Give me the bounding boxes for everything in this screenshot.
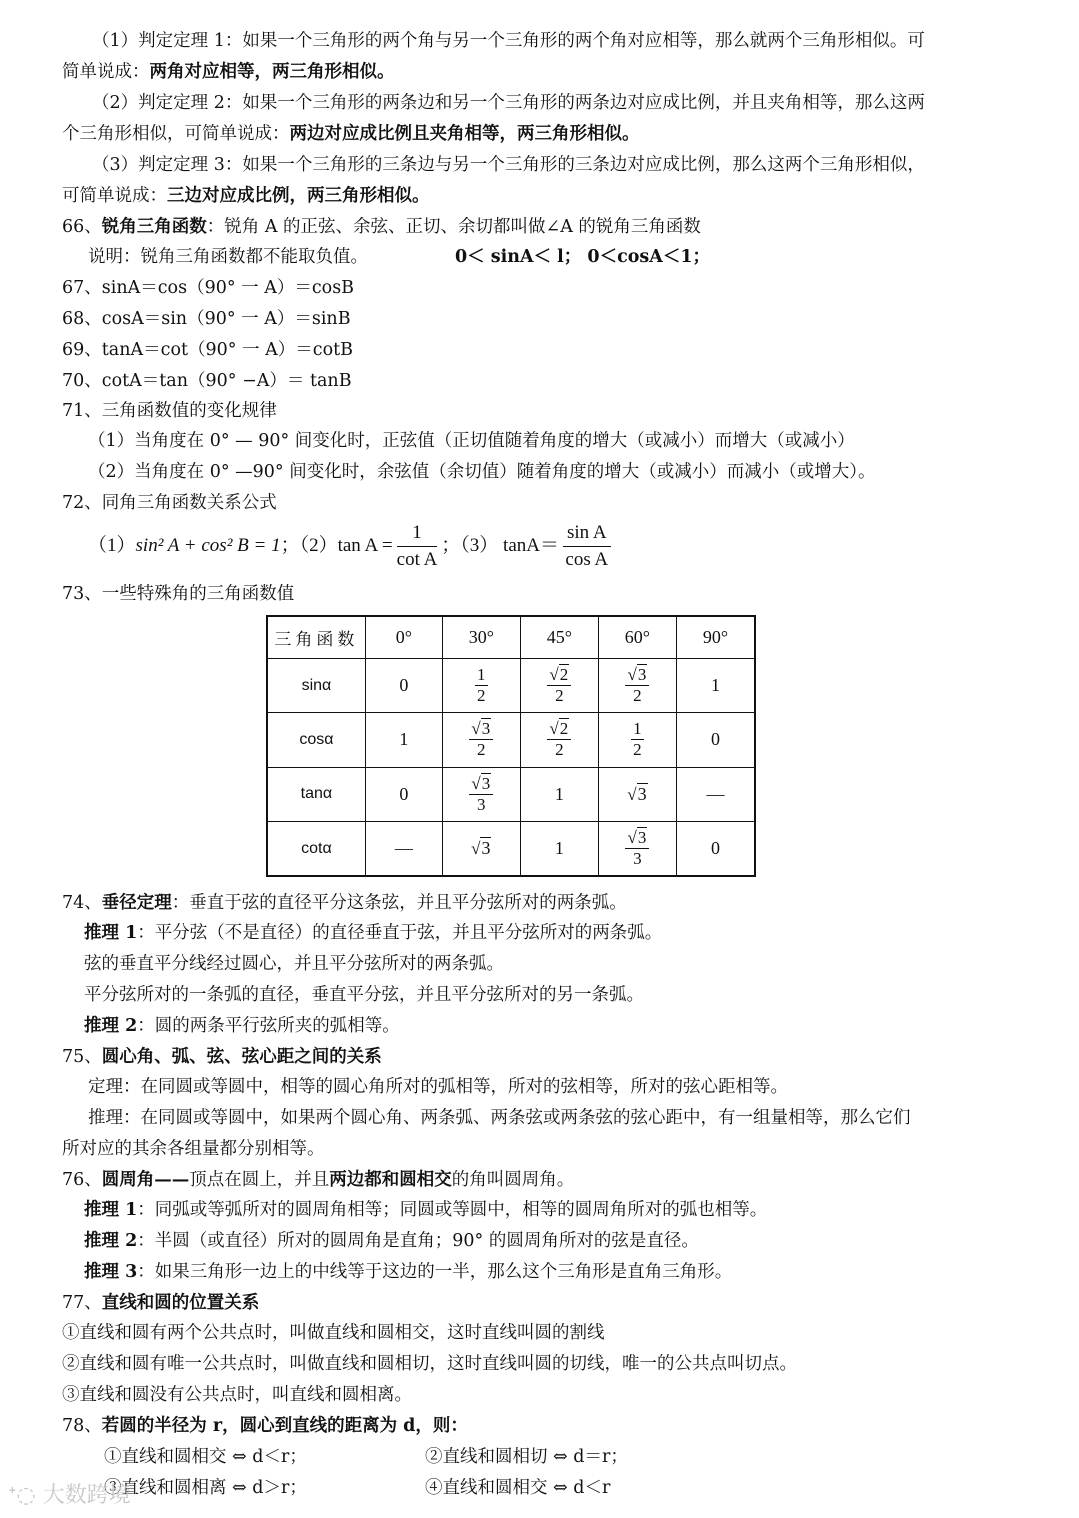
table-value-cell: 1 <box>520 767 598 821</box>
table-value-cell: — <box>676 767 755 821</box>
item-66-range: 0＜ sinA＜ l； 0＜cosA＜1； <box>455 247 711 267</box>
item-77: 77、直线和圆的位置关系 <box>62 1293 260 1313</box>
table-value-cell: 1 <box>520 822 598 876</box>
table-row <box>267 713 755 767</box>
item-71-rule-1: （1）当角度在 0° — 90° 间变化时，正弦值（正切值随着角度的增大（或减小）而增大（或减小） <box>88 431 855 451</box>
item-76-corollary-3: 推理 3：如果三角形一边上的中线等于这边的一半，那么这个三角形是直角三角形。 <box>84 1262 733 1282</box>
item-78-case-3: ③直线和圆相离 ⇔ d＞r； <box>104 1478 307 1498</box>
table-value-cell: $\frac{√3}{3}$ <box>598 822 676 876</box>
table-value-cell: $\frac{1}{2}$ <box>442 658 520 712</box>
formula-line: （1）sin² A + cos² B = 1；（2）tan A = $\frac{1}{\text{cot A}}$ ；（3） tanA＝ $\frac{\text{sin A}}{\text{cos A}}$ <box>88 520 615 576</box>
item-66: 66、锐角三角函数：锐角 A 的正弦、余弦、正切、余切都叫做∠A 的锐角三角函数 <box>62 217 701 237</box>
item-73: 73、一些特殊角的三角函数值 <box>62 584 295 604</box>
table-header-angle: 90° <box>676 616 755 658</box>
table-value-cell: 1 <box>365 713 442 767</box>
table-header-function: 三角函数 <box>267 616 365 658</box>
item-77-case-3: ③直线和圆没有公共点时，叫直线和圆相离。 <box>62 1385 412 1405</box>
table-value-cell: √3 <box>442 822 520 876</box>
table-row <box>267 767 755 821</box>
table-value-cell: $\frac{√2}{2}$ <box>520 713 598 767</box>
item-66-note: 说明：锐角三角函数都不能取负值。 <box>88 247 368 267</box>
item-76-corollary-2: 推理 2：半圆（或直径）所对的圆周角是直角；90° 的圆周角所对的弦是直径。 <box>84 1231 699 1251</box>
item-75-corollary-cont: 所对应的其余各组量都分别相等。 <box>62 1139 325 1159</box>
table-value-cell: 1 <box>676 658 755 712</box>
theorem-3-summary: 可简单说成：三边对应成比例，两三角形相似。 <box>62 186 430 206</box>
table-value-cell: $\frac{√2}{2}$ <box>520 658 598 712</box>
ratio-fraction: $\frac{\text{sin A}}{\text{cos A}}$ <box>563 520 611 573</box>
item-77-case-1: ①直线和圆有两个公共点时，叫做直线和圆相交，这时直线叫圆的割线 <box>62 1323 605 1343</box>
item-75: 75、圆心角、弧、弦、弦心距之间的关系 <box>62 1047 382 1067</box>
item-76-corollary-1: 推理 1：同弧或等弧所对的圆周角相等；同圆或等圆中，相等的圆周角所对的弧也相等。 <box>84 1200 768 1220</box>
item-74-line-2: 弦的垂直平分线经过圆心，并且平分弦所对的两条弧。 <box>84 954 504 974</box>
theorem-1-line: （1）判定定理 1：如果一个三角形的两个角与另一个三角形的两个角对应相等，那么就两个三角形相似。可 <box>92 31 925 51</box>
item-74-line-3: 平分弦所对的一条弧的直径，垂直平分弦，并且平分弦所对的另一条弧。 <box>84 985 644 1005</box>
item-67: 67、sinA＝cos（90° 一 A）＝cosB <box>62 278 355 298</box>
table-value-cell: $\frac{√3}{2}$ <box>598 658 676 712</box>
item-69: 69、tanA＝cot（90° 一 A）＝cotB <box>62 340 354 360</box>
table-header-angle: 30° <box>442 616 520 658</box>
table-value-cell: 0 <box>365 658 442 712</box>
table-value-cell: √3 <box>598 767 676 821</box>
table-value-cell: $\frac{√3}{3}$ <box>442 767 520 821</box>
theorem-2-summary: 个三角形相似，可简单说成：两边对应成比例且夹角相等，两三角形相似。 <box>62 124 640 144</box>
item-74-corollary-2: 推理 2：圆的两条平行弦所夹的弧相等。 <box>84 1016 400 1036</box>
table-header-angle: 45° <box>520 616 598 658</box>
watermark-text: 大数跨境 <box>42 1483 131 1508</box>
item-78: 78、若圆的半径为 r，圆心到直线的距离为 d，则： <box>62 1416 468 1436</box>
theorem-2-line: （2）判定定理 2：如果一个三角形的两条边和另一个三角形的两条边对应成比例，并且夹角相等，那么这两 <box>92 93 925 113</box>
table-value-cell: $\frac{√3}{2}$ <box>442 713 520 767</box>
watermark-logo <box>8 1478 131 1509</box>
table-function-cell: tanα <box>267 767 365 821</box>
item-70: 70、cotA＝tan（90° −A）＝ tanB <box>62 371 352 391</box>
table-value-cell: — <box>365 822 442 876</box>
table-header-angle: 0° <box>365 616 442 658</box>
theorem-3-line: （3）判定定理 3：如果一个三角形的三条边与另一个三角形的三条边对应成比例，那么这两个三角形相似， <box>92 155 925 175</box>
item-72: 72、同角三角函数关系公式 <box>62 493 277 513</box>
table-function-cell: cosα <box>267 713 365 767</box>
item-74: 74、垂径定理：垂直于弦的直径平分这条弦，并且平分弦所对的两条弧。 <box>62 893 627 913</box>
table-value-cell: $\frac{1}{2}$ <box>598 713 676 767</box>
tan-fraction: $\frac{1}{\text{cot A}}$ <box>396 522 438 571</box>
item-75-theorem: 定理：在同圆或等圆中，相等的圆心角所对的弧相等，所对的弦相等，所对的弦心距相等。 <box>88 1077 788 1097</box>
table-header-row <box>267 616 755 658</box>
item-68: 68、cosA＝sin（90° 一 A）＝sinB <box>62 309 351 329</box>
item-75-corollary: 推理：在同圆或等圆中，如果两个圆心角、两条弧、两条弦或两条弦的弦心距中，有一组量相等，那么它们 <box>88 1108 911 1128</box>
special-angle-table <box>266 615 756 877</box>
item-77-case-2: ②直线和圆有唯一公共点时，叫做直线和圆相切，这时直线叫圆的切线，唯一的公共点叫切点。 <box>62 1354 797 1374</box>
item-74-corollary-1: 推理 1：平分弦（不是直径）的直径垂直于弦，并且平分弦所对的两条弧。 <box>84 923 663 943</box>
item-78-case-4: ④直线和圆相交 ⇔ d＜r <box>425 1478 611 1498</box>
table-function-cell: cotα <box>267 822 365 876</box>
item-71-rule-2: （2）当角度在 0° —90° 间变化时，余弦值（余切值）随着角度的增大（或减小）而减小（或增大）。 <box>88 462 876 482</box>
theorem-1-summary: 简单说成：两角对应相等，两三角形相似。 <box>62 62 395 82</box>
item-76: 76、圆周角——顶点在圆上，并且两边都和圆相交的角叫圆周角。 <box>62 1170 575 1190</box>
table-value-cell: 0 <box>676 713 755 767</box>
item-78-case-2: ②直线和圆相切 ⇔ d＝r； <box>425 1447 628 1467</box>
chat-bubble-icon: ᐩ◌ <box>8 1483 36 1508</box>
table-function-cell: sinα <box>267 658 365 712</box>
identity-formula: sin² A + cos² B = 1 <box>135 535 281 556</box>
item-78-case-1: ①直线和圆相交 ⇔ d＜r； <box>104 1447 307 1467</box>
table-value-cell: 0 <box>365 767 442 821</box>
item-71: 71、三角函数值的变化规律 <box>62 401 277 421</box>
table-row <box>267 822 755 876</box>
table-row <box>267 658 755 712</box>
table-value-cell: 0 <box>676 822 755 876</box>
table-header-angle: 60° <box>598 616 676 658</box>
tan-formula-lhs: tan A = <box>337 535 393 556</box>
